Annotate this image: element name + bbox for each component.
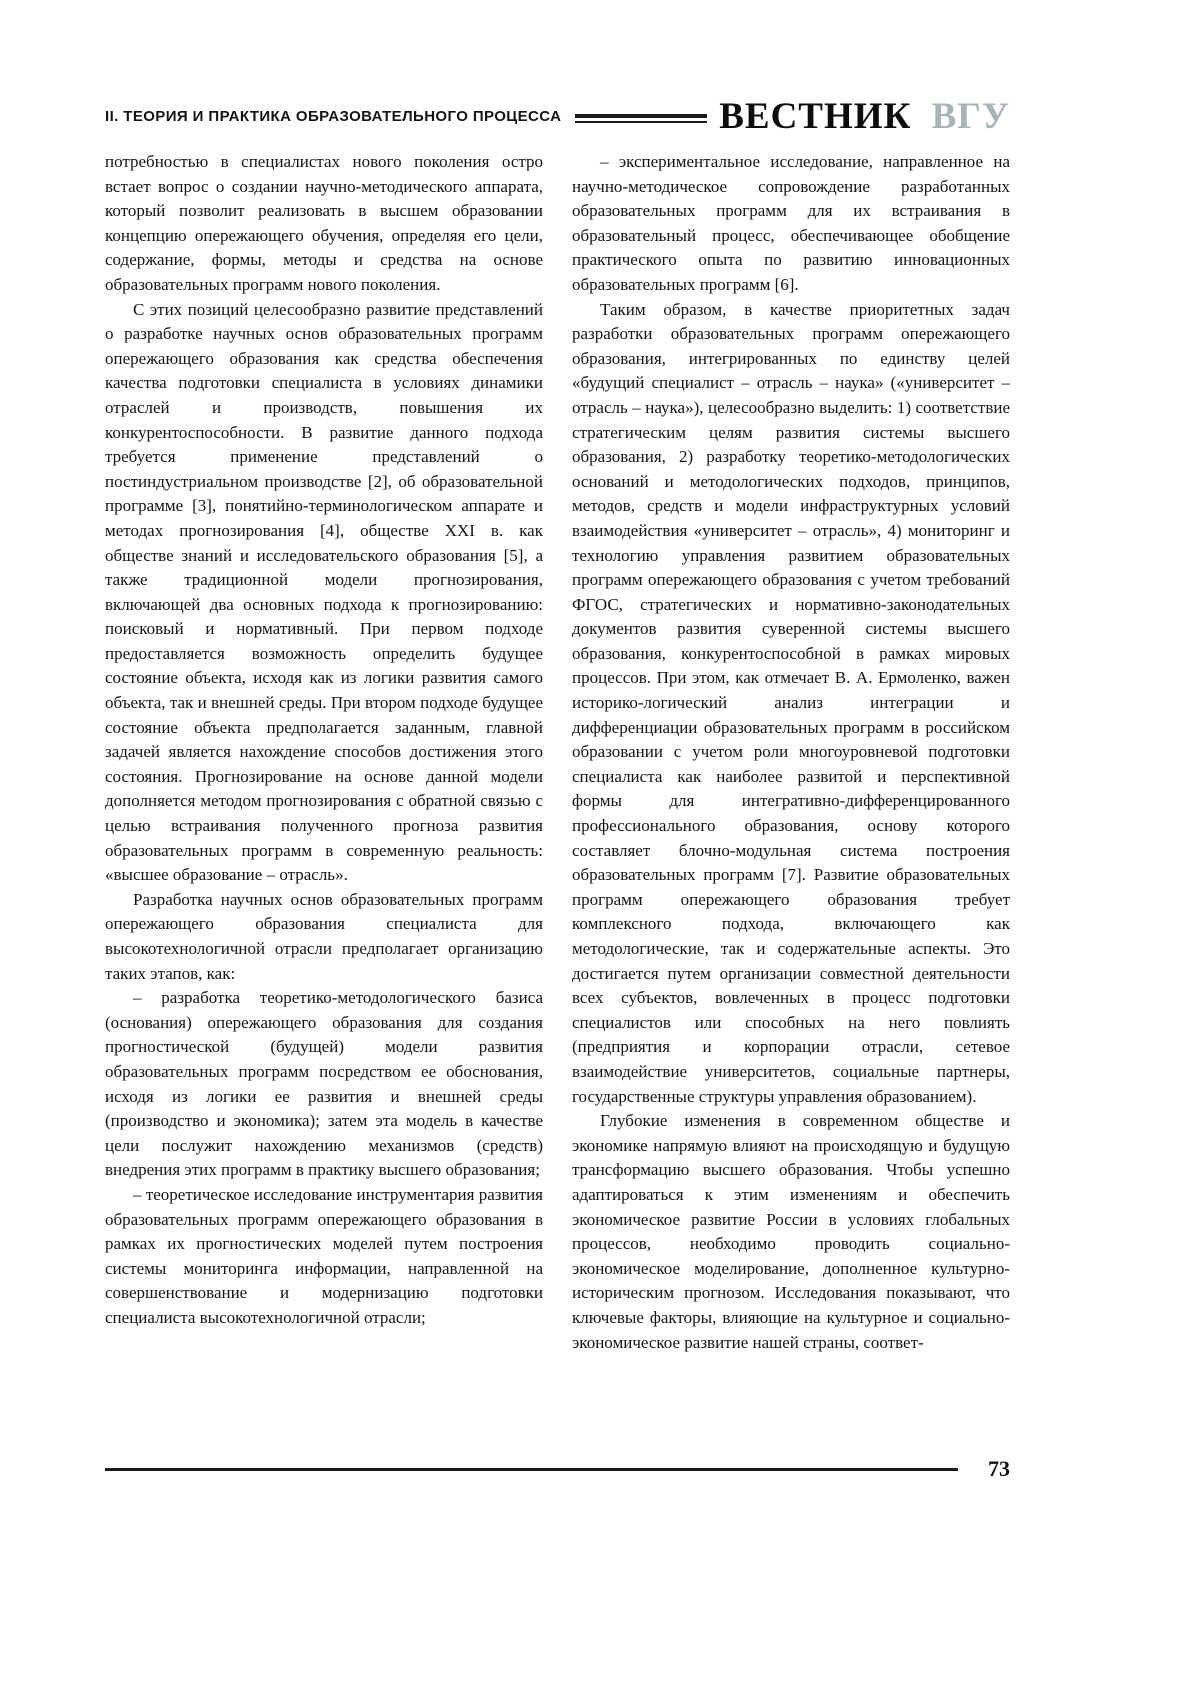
header-rule [575,114,707,123]
footer-rule [105,1468,958,1471]
left-column [105,150,543,1355]
paragraph: С этих позиций целесообразно развитие представлений о разработке научных основ образовательных программ опережающего образования как средства обеспечения качества подготовки специалиста в условиях динамики отраслей и производств, повышения их конкурентоспособности. В развитие данного подхода требуется применение представлений о постиндустриальном производстве [2], об образовательной программе [3], понятийно-терминологическом аппарате и методах прогнозирования [4], обществе XXI в. как обществе знаний и исследовательского образования [5], а также традиционной модели прогнозирования, включающей два основных подхода к прогнозированию: поисковый и нормативный. При первом подходе предоставляется возможность определить будущее состояние объекта, исходя как из логики развития самого объекта, так и внешней среды. При втором подходе будущее состояние объекта предполагается заданным, главной задачей является нахождение способов достижения этого состояния. Прогнозирование на основе данной модели дополняется методом прогнозирования с обратной связью с целью встраивания полученного прогноза развития образовательных программ в современную реальность: «высшее образование – отрасль». [105,299,543,885]
paragraph-list-item: – теоретическое исследование инструментария развития образовательных программ опережающего образования в рамках их прогностических моделей путем построения системы мониторинга информации, направленной на совершенствование и модернизацию подготовки специалиста высокотехнологичной отрасли; [105,1184,543,1327]
article-body [105,150,1010,1355]
section-title: II. ТЕОРИЯ И ПРАКТИКА ОБРАЗОВАТЕЛЬНОГО ПРОЦЕССА [105,108,562,125]
page-header [105,98,1010,135]
paragraph-list-item: – экспериментальное исследование, направленное на научно-методическое сопровождение разработанных образовательных программ для их встраивания в образовательный процесс, обеспечивающее обобщение практического опыта по развитию инновационных образовательных программ [6]. [572,152,1010,294]
right-column [572,150,1010,1355]
journal-name-vgu: ВГУ [931,96,1010,137]
journal-logo [719,98,1010,135]
paragraph-list-item: – разработка теоретико-методологического базиса (основания) опережающего образования для создания прогностической (будущей) модели развития образовательных программ посредством ее обоснования, исходя из логики ее развития и внешней среды (производство и экономика); затем эта модель в качестве цели послужит нахождению механизмов (средств) внедрения этих программ в практику высшего образования; [105,988,543,1180]
page-footer [105,1456,1010,1482]
paragraph: Разработка научных основ образовательных программ опережающего образования специалиста для высокотехнологичной отрасли предполагает организацию таких этапов, как: [105,889,543,983]
page-number: 73 [988,1456,1010,1481]
paragraph: потребностью в специалистах нового поколения остро встает вопрос о создании научно-методического аппарата, который позволит реализовать в высшем образовании концепцию опережающего обучения, определяя его цели, содержание, формы, методы и средства на основе образовательных программ нового поколения. [105,152,543,294]
journal-name-vestnik: ВЕСТНИК [719,96,912,137]
paragraph: Таким образом, в качестве приоритетных задач разработки образовательных программ опережающего образования, интегрированных по единству целей «будущий специалист – отрасль – наука» («университет – отрасль – наука»), целесообразно выделить: 1) соответствие стратегическим целям развития системы высшего образования, 2) разработку теоретико-методологических оснований и методологических подходов, принципов, методов, средств и модели инфраструктурных условий взаимодействия «университет – отрасль», 4) мониторинг и технологию управления развитием образовательных программ опережающего образования с учетом требований ФГОС, стратегических и нормативно-законодательных документов развития суверенной системы высшего образования, конкурентоспособной в рамках мировых процессов. При этом, как отмечает В. А. Ермоленко, важен историко-логический анализ интеграции и дифференциации образовательных программ в российском образовании с учетом роли многоуровневой подготовки специалиста как наиболее развитой и перспективной формы для интегративно-дифференцированного профессионального образования, основу которого составляет блочно-модульная система построения образовательных программ [7]. Развитие образовательных программ опережающего образования требует комплексного подхода, включающего как методологические, так и содержательные аспекты. Это достигается путем организации совместной деятельности всех субъектов, вовлеченных в процесс подготовки специалистов или способных на него повлиять (предприятия и корпорации отрасли, сетевое взаимодействие университетов, социальные партнеры, государственные структуры управления образованием). [572,299,1010,1106]
paragraph: Глубокие изменения в современном обществе и экономике напрямую влияют на происходящую и будущую трансформацию высшего образования. Чтобы успешно адаптироваться к этим изменениям и обеспечить экономическое развитие России в условиях глобальных процессов, необходимо проводить социально-экономическое моделирование, дополненное культурно-историческим прогнозом. Исследования показывают, что ключевые факторы, влияющие на культурное и социально-экономическое развитие нашей страны, соответ- [572,1111,1010,1352]
